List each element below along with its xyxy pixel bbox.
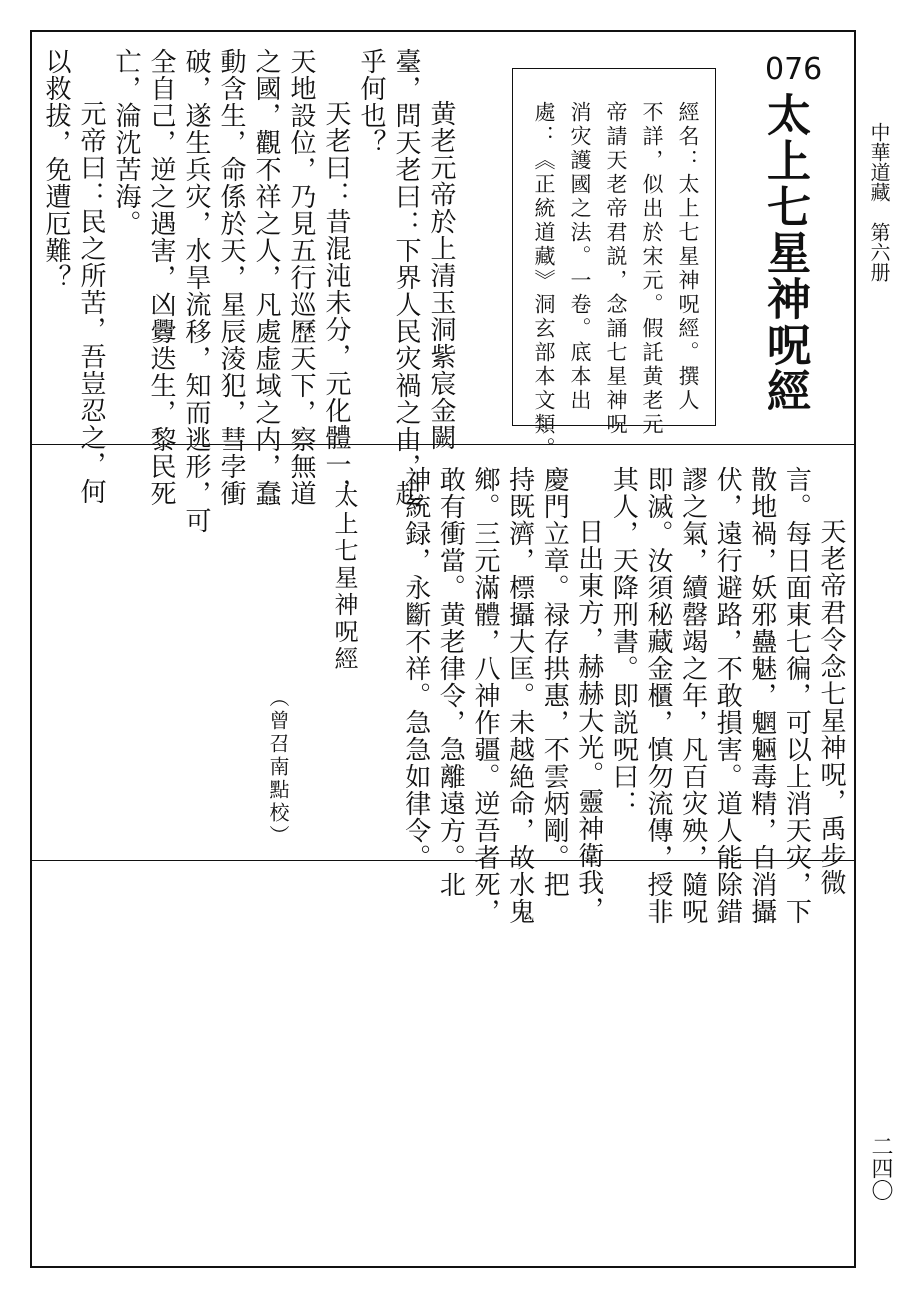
page-number: 二四〇 <box>868 1135 893 1201</box>
upper-column: 臺，問天老曰：下界人民灾禍之由，起 <box>391 48 421 507</box>
lower-column: 天老帝君令念七星神呪，禹步微 <box>816 518 846 896</box>
lower-column: 敢有衝當。黄老律令，急離遠方。北 <box>435 466 466 898</box>
lower-column: 言。每日面東七徧，可以上消天灾，下 <box>781 466 812 925</box>
upper-column: 以救拔，免遭厄難？ <box>41 48 71 291</box>
page-frame <box>30 30 856 1268</box>
upper-column: 天老曰：昔混沌未分，元化體一， <box>321 100 351 505</box>
lower-column: 謬之氣，續罄竭之年，凡百灾殃，隨呪 <box>677 466 708 925</box>
info-column: 不詳，似出於宋元。假託黄老元 <box>640 101 664 437</box>
upper-column: 天地設位，乃見五行巡歷天下，察無道 <box>286 48 316 507</box>
upper-column: 元帝曰：民之所苦，吾豈忍之，何 <box>76 100 106 505</box>
lower-column: 其人，天降刑書。即説呪曰： <box>608 466 639 817</box>
upper-column: 破，遂生兵灾，水旱流移，知而逃形，可 <box>181 48 211 534</box>
info-box <box>512 68 716 461</box>
info-column: 處：《正統道藏》洞玄部本文類。 <box>532 101 556 461</box>
upper-column: 亡，淪沈苦海。 <box>111 48 141 237</box>
lower-column: 慶門立章。禄存拱惠，不雲炳剛。把 <box>539 466 570 898</box>
upper-column: 動含生，命係於天，星辰淩犯，彗孛衝 <box>216 48 246 507</box>
upper-column: 黄老元帝於上清玉洞紫宸金闕 <box>426 100 456 451</box>
info-column: 帝請天老帝君説，念誦七星神呪 <box>604 101 628 437</box>
proofreader-note: （曾召南點校） <box>266 687 290 848</box>
lower-column: 伏，遠行避路，不敢損害。道人能除錯 <box>712 466 743 925</box>
upper-column: 乎何也？ <box>356 48 386 156</box>
upper-column: 之國，觀不祥之人，凡處虚域之内，蠢 <box>251 48 281 507</box>
document-title: 太上七星神呪經 <box>759 92 810 414</box>
collection-header: 中華道藏 第六册 <box>867 122 891 282</box>
lower-column: 神統録，永斷不祥。急急如律令。 <box>400 466 431 871</box>
lower-column: 即滅。汝須秘藏金櫃，慎勿流傳，授非 <box>643 466 673 925</box>
lower-column: 散地禍，妖邪蠱魅，魍魎毒精，自消攝 <box>746 466 777 925</box>
lower-column: 持既濟，標攝大匡。未越絶命，故水鬼 <box>504 466 535 925</box>
lower-column: 鄉。三元滿體，八神作疆。逆吾者死， <box>470 466 500 925</box>
info-column: 經名：太上七星神呪經。撰人 <box>676 101 700 413</box>
document-number: 076 <box>765 52 823 87</box>
lower-column: 日出東方，赫赫大光。靈神衛我， <box>573 518 604 923</box>
info-column: 消灾護國之法。一卷。底本出 <box>568 101 592 413</box>
end-title: 太上七星神呪經 <box>330 484 358 673</box>
upper-column: 全自己，逆之遇害，凶釁迭生，黎民死 <box>146 48 176 507</box>
